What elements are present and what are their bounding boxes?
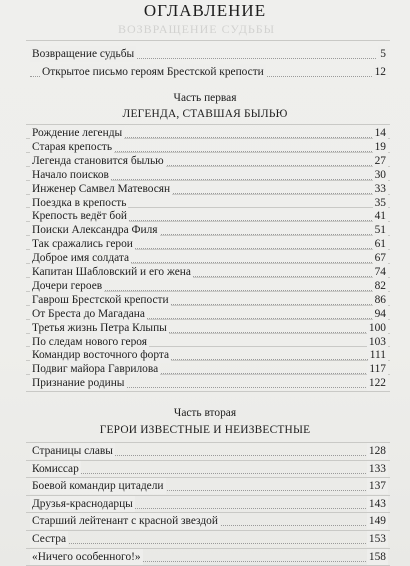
entry-page: 51	[374, 224, 386, 237]
entry-page: 30	[374, 168, 386, 181]
entry-title: «Ничего особенного!»	[32, 550, 141, 563]
toc-entry	[26, 477, 390, 494]
entry-title: Боевой командир цитадели	[32, 480, 164, 493]
part-label: Часть вторая	[173, 407, 237, 419]
entry-title: Командир восточного форта	[32, 349, 170, 362]
entry-title: Рождение легенды	[32, 127, 123, 139]
toc-entry	[26, 530, 390, 547]
entry-page: 94	[374, 307, 386, 320]
part-heading: ГЕРОИ ИЗВЕСТНЫЕ И НЕИЗВЕСТНЫЕ	[99, 424, 311, 436]
entry-title: Открытое письмо героям Брестской крепости	[42, 66, 264, 78]
entry-page: 33	[374, 182, 386, 195]
entry-page: 86	[374, 293, 386, 306]
entry-title: Друзья-краснодарцы	[32, 497, 133, 510]
entry-page: 111	[369, 349, 386, 362]
entry-title: По следам нового героя	[32, 335, 148, 348]
entry-page: 61	[374, 238, 386, 251]
part-heading: ЛЕГЕНДА, СТАВШАЯ БЫЛЬЮ	[122, 108, 288, 120]
entry-page: 137	[368, 480, 386, 493]
part-label: Часть первая	[173, 92, 237, 104]
divider	[26, 40, 390, 41]
entry-page: 128	[368, 445, 386, 457]
entry-page: 122	[368, 377, 386, 390]
entry-page: 149	[368, 515, 386, 528]
entry-title: Так сражались герои	[32, 238, 133, 251]
entry-page: 27	[374, 154, 386, 167]
entry-title: Дочери героев	[32, 279, 103, 292]
entry-title: Возвращение судьбы	[32, 48, 135, 60]
entry-page: 143	[368, 497, 386, 510]
entry-title: Инженер Самвел Матевосян	[32, 182, 171, 195]
toc-entry	[26, 512, 390, 529]
entry-page: 117	[369, 363, 386, 376]
toc-entry	[26, 460, 390, 477]
entry-title: Гаврош Брестской крепости	[32, 293, 169, 306]
entry-title: Легенда становится былью	[32, 154, 164, 167]
entry-title: Поездка в крепость	[32, 196, 127, 209]
entry-page: 100	[368, 321, 386, 334]
entry-title: Старший лейтенант с красной звездой	[32, 515, 218, 528]
toc-entry	[26, 374, 390, 392]
bleed-through-text: ВОЗВРАЩЕНИЕ СУДЬБЫ	[118, 22, 276, 36]
entry-title: Признание родины	[32, 377, 125, 390]
entry-page: 5	[380, 48, 386, 60]
leader-dots	[30, 473, 376, 474]
entry-page: 12	[374, 66, 386, 78]
entry-title: Страницы славы	[32, 445, 113, 457]
entry-page: 19	[374, 140, 386, 153]
entry-page: 153	[368, 533, 386, 545]
entry-title: Комиссар	[32, 462, 79, 475]
entry-title: Начало поисков	[32, 168, 109, 181]
page-title: ОГЛАВЛЕНИЕ	[143, 1, 267, 20]
toc-entry	[26, 548, 390, 566]
entry-page: 82	[374, 279, 386, 292]
entry-page: 67	[374, 252, 386, 265]
entry-title: Старая крепость	[32, 140, 113, 153]
entry-title: Третья жизнь Петра Клыпы	[32, 321, 167, 334]
toc-entry	[26, 64, 390, 80]
entry-page: 103	[368, 335, 386, 348]
entry-title: От Бреста до Магадана	[32, 307, 145, 320]
entry-title: Доброе имя солдата	[32, 252, 130, 265]
entry-page: 41	[374, 210, 386, 223]
entry-title: Подвиг майора Гаврилова	[32, 363, 159, 376]
entry-page: 133	[368, 462, 386, 475]
entry-page: 14	[374, 127, 386, 139]
entry-page: 158	[368, 550, 386, 563]
entry-title: Поиски Александра Филя	[32, 224, 158, 237]
leader-dots	[30, 543, 376, 544]
toc-entry	[26, 442, 390, 459]
entry-title: Капитан Шабловский и его жена	[32, 266, 191, 278]
toc-entry	[26, 46, 390, 62]
entry-title: Сестра	[32, 533, 66, 545]
entry-page: 35	[374, 196, 386, 209]
entry-page: 74	[374, 266, 386, 278]
entry-title: Крепость ведёт бой	[32, 210, 127, 223]
toc-entry	[26, 495, 390, 512]
